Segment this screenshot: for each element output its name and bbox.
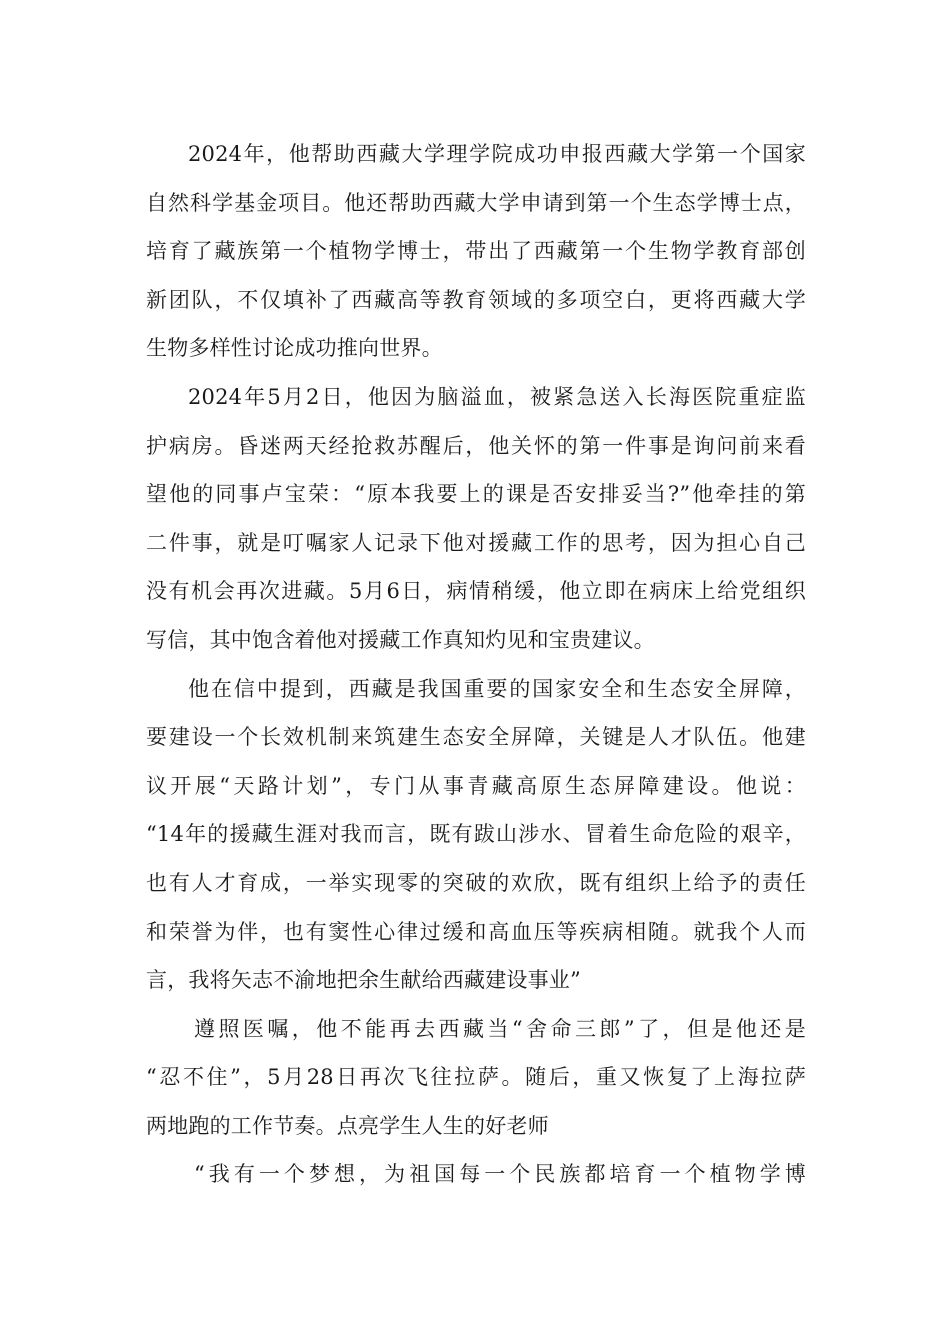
- text-line: “14年的援藏生涯对我而言，既有跋山涉水、冒着生命危险的艰辛，: [146, 822, 806, 847]
- text-line: 新团队，不仅填补了西藏高等教育领域的多项空白，更将西藏大学: [146, 287, 806, 312]
- text-line: 议开展“天路计划”，专门从事青藏高原生态屏障建设。他说：: [146, 773, 806, 798]
- text-line: 望他的同事卢宝荣：“原本我要上的课是否安排妥当?”他牵挂的第: [146, 482, 806, 507]
- text-line: 没有机会再次进藏。5月6日，病情稍缓，他立即在病床上给党组织: [146, 579, 806, 604]
- text-line: 护病房。昏迷两天经抢救苏醒后，他关怀的第一件事是询问前来看: [146, 433, 806, 458]
- text-line: 也有人才育成，一举实现零的突破的欢欣，既有组织上给予的责任: [146, 870, 806, 895]
- text-line: “我有一个梦想，为祖国每一个民族都培育一个植物学博: [194, 1162, 806, 1187]
- text-line: 2024年5月2日，他因为脑溢血，被紧急送入长海医院重症监: [188, 384, 806, 409]
- text-line: 言，我将矢志不渝地把余生献给西藏建设事业”: [146, 968, 581, 993]
- text-line: 2024年，他帮助西藏大学理学院成功申报西藏大学第一个国家: [188, 142, 806, 166]
- text-line: 要建设一个长效机制来筑建生态安全屏障，关键是人才队伍。他建: [146, 725, 806, 750]
- body-text: [146, 130, 806, 1199]
- text-line: 他在信中提到，西藏是我国重要的国家安全和生态安全屏障，: [188, 676, 806, 701]
- text-line: 遵照医嘱，他不能再去西藏当“舍命三郎”了，但是他还是: [194, 1016, 806, 1041]
- text-line: 生物多样性讨论成功推向世界。: [146, 336, 443, 361]
- text-line: “忍不住”，5月28日再次飞往拉萨。随后，重又恢复了上海拉萨: [146, 1065, 806, 1090]
- text-line: 写信，其中饱含着他对援藏工作真知灼见和宝贵建议。: [146, 627, 655, 652]
- text-line: 和荣誉为伴，也有窦性心律过缓和高血压等疾病相随。就我个人而: [146, 919, 806, 944]
- text-line: 二件事，就是叮嘱家人记录下他对援藏工作的思考，因为担心自己: [146, 530, 806, 555]
- text-line: 两地跑的工作节奏。点亮学生人生的好老师: [146, 1113, 549, 1138]
- text-line: 培育了藏族第一个植物学博士，带出了西藏第一个生物学教育部创: [146, 239, 806, 264]
- text-line: 自然科学基金项目。他还帮助西藏大学申请到第一个生态学博士点，: [146, 190, 806, 215]
